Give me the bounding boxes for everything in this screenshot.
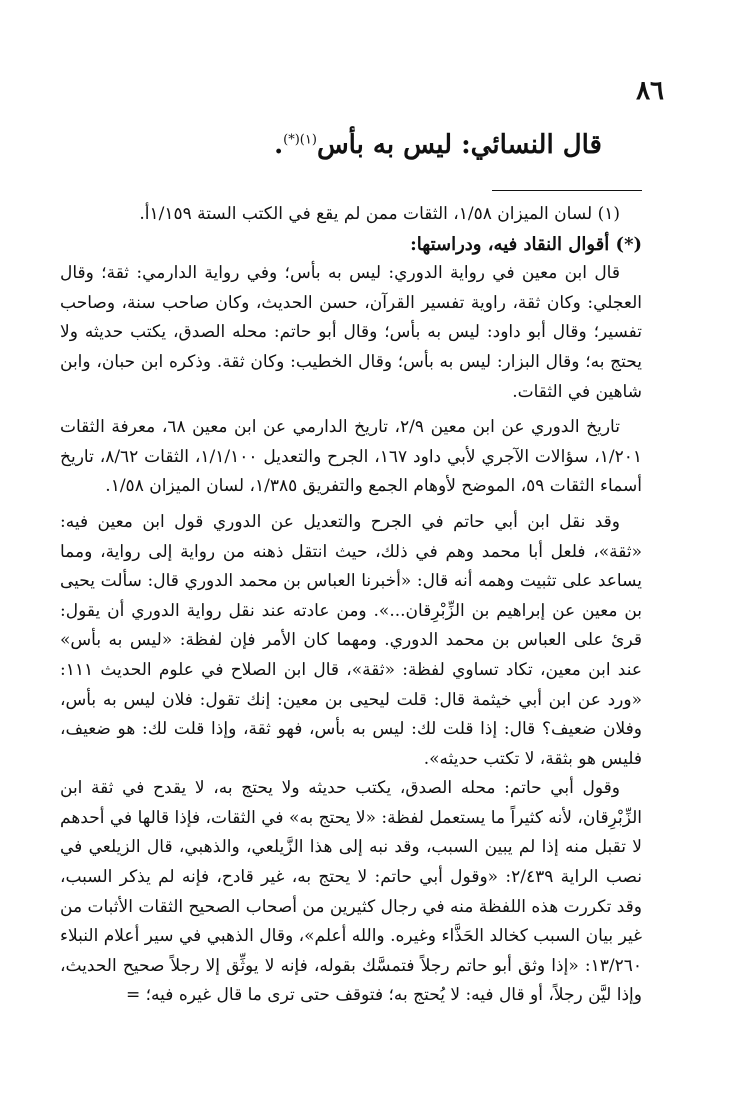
notes-heading: (*) أقوال النقاد فيه، ودراستها: <box>410 233 642 255</box>
paragraph-3: وقد نقل ابن أبي حاتم في الجرح والتعديل عن الدوري قول ابن معين فيه: «ثقة»، فلعل أبا محمد وهم في ذلك، حيث انتقل ذهنه من رواية إلى رواية، ومما يساعد على تثبيت وهمه أنه قال: «أخبرنا العباس بن محمد الدوري قال: سألت يحيى بن معين عن إبراهيم بن الزِّبْرِقان...». ومن عادته عند نقل رواية الدوري أن يقول: قرئ على العباس بن محمد الدوري. ومهما كان الأمر فإن لفظة: «ليس به بأس» عند ابن معين، تكاد تساوي لفظة: «ثقة»، قال ابن الصلاح في علوم الحديث ١١١: «ورد عن ابن أبي خيثمة قال: قلت ليحيى بن معين: إنك تقول: فلان ليس به بأس، وفلان ضعيف؟ قال: إذا قلت لك: ليس به بأس، فهو ثقة، وإذا قلت لك: هو ضعيف، فليس هو بثقة، لا تكتب حديثه». <box>60 511 642 769</box>
footnotes-body <box>60 200 642 1011</box>
paragraph-4: وقول أبي حاتم: محله الصدق، يكتب حديثه ولا يحتج به، لا يقدح في ثقة ابن الزِّبْرِقان، لأنه كثيراً ما يستعمل لفظة: «لا يحتج به» في الثقات، فإذا قالها في أحدهم لا تقبل منه إذا لم يبين السبب، وقد نبه إلى هذا الزَّيلعي، والذهبي، قال الزيلعي في نصب الراية ٢/٤٣٩: «وقول أبي حاتم: لا يحتج به، غير قادح، فإنه لم يذكر السبب، وقد تكررت هذه اللفظة منه في رجال كثيرين من أصحاب الصحيح الثقات الأثبات من غير بيان السبب كخالد الحَذَّاء وغيره. والله أعلم»، وقال الذهبي في سير أعلام النبلاء ١٣/٢٦٠: «إذا وثق أبو حاتم رجلاً فتمسَّك بقوله، فإنه لا يوثِّق إلا رجلاً صحيح الحديث، وإذا ليَّن رجلاً، أو قال فيه: لا يُحتج به؛ فتوقف حتى ترى ما قال غيره فيه؛ = <box>60 778 642 1006</box>
heading-end: . <box>274 130 284 160</box>
paragraph-1: قال ابن معين في رواية الدوري: ليس به بأس؛ وفي رواية الدارمي: ثقة؛ وقال العجلي: وكان ثقة، راوية تفسير القرآن، حسن الحديث، وكان صاحب سنة، وصاحب تفسير؛ وقال أبو داود: ليس به بأس؛ وقال أبو حاتم: محله الصدق، يكتب حديثه ولا يحتج به؛ وقال البزار: ليس به بأس؛ وقال الخطيب: وكان ثقة. وذكره ابن حبان، وابن شاهين في الثقات. <box>60 263 642 402</box>
footnote-divider <box>492 190 642 191</box>
footnote-1: (١) لسان الميزان ١/٥٨، الثقات ممن لم يقع في الكتب الستة ١/١٥٩أ. <box>139 204 620 224</box>
paragraph-2: تاريخ الدوري عن ابن معين ٢/٩، تاريخ الدارمي عن ابن معين ٦٨، معرفة الثقات ١/٢٠١، سؤالات الآجري لأبي داود ١٦٧، الجرح والتعديل ١/١/١٠٠، الثقات ٨/٦٢، تاريخ أسماء الثقات ٥٩، الموضح لأوهام الجمع والتفريق ١/٣٨٥، لسان الميزان ١/٥٨. <box>60 417 642 497</box>
section-heading <box>274 130 602 160</box>
heading-text: قال النسائي: ليس به بأس <box>316 130 602 160</box>
page-number: ٨٦ <box>636 76 664 106</box>
heading-footnote-marks: (١)(*) <box>283 132 317 148</box>
